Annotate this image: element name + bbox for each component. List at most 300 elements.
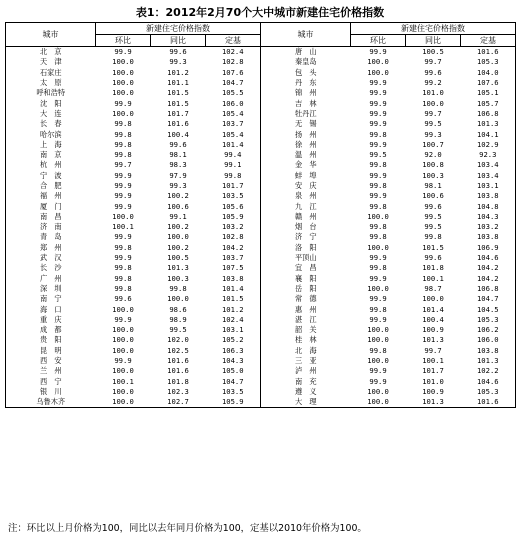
table-row: [6, 88, 516, 98]
table-row: [6, 232, 516, 242]
left-city-cell: 乌鲁木齐: [6, 397, 96, 408]
left-yoy-cell: 101.6: [167, 356, 189, 366]
left-mom-cell: 100.0: [112, 88, 134, 98]
left-city-cell: 贵 阳: [6, 335, 96, 345]
left-base-cell: 105.9: [221, 211, 244, 221]
right-mom-cell: 99.9: [369, 47, 387, 57]
table-row: [6, 47, 516, 58]
right-mom-cell: 99.8: [369, 304, 387, 314]
left-yoy-cell: 100.5: [167, 253, 189, 263]
left-base-cell: 103.2: [221, 222, 244, 232]
right-yoy-cell: 101.0: [422, 88, 444, 98]
left-mom-cell: 99.8: [114, 119, 132, 129]
right-city-cell: 惠 州: [261, 304, 351, 314]
right-base-cell: 103.8: [461, 191, 516, 201]
right-mom-cell: 100.0: [367, 356, 389, 366]
left-city-cell: 银 川: [6, 387, 96, 397]
right-city-cell: 安 庆: [261, 181, 351, 191]
right-mom-cell: 99.9: [369, 78, 387, 88]
right-mom-cell: 99.8: [369, 345, 387, 355]
left-base-cell: 99.8: [224, 170, 242, 180]
left-mom-cell: 99.8: [114, 129, 132, 139]
left-base-cell: 104.2: [221, 242, 244, 252]
left-mom-cell: 100.0: [112, 304, 134, 314]
left-city-cell: 广 州: [6, 274, 96, 284]
right-base-cell: 101.6: [461, 397, 516, 408]
right-base-cell: 104.3: [461, 212, 516, 222]
right-base-cell: 104.6: [461, 253, 516, 263]
right-mom-cell: 100.0: [367, 283, 389, 293]
left-yoy-cell: 100.0: [167, 294, 189, 304]
table-row: [6, 68, 516, 78]
left-city-cell: 海 口: [6, 304, 96, 314]
left-city-cell: 沈 阳: [6, 98, 96, 108]
footnote: 注：环比以上月价格为100，同比以去年同月价格为100，定基以2010年价格为100。: [8, 523, 367, 534]
left-mom-cell: 99.8: [114, 150, 132, 160]
left-base-cell: 105.6: [221, 201, 244, 211]
right-city-cell: 桂 林: [261, 335, 351, 345]
yoy-header-right: 同比: [406, 35, 461, 47]
left-base-cell: 105.4: [221, 129, 244, 139]
left-mom-cell: 100.1: [112, 376, 134, 386]
table-row: [6, 171, 516, 181]
table-row: [6, 304, 516, 314]
left-base-cell: 102.4: [221, 47, 244, 57]
left-base-cell: 104.3: [221, 356, 244, 366]
left-yoy-cell: 102.5: [167, 345, 189, 355]
right-yoy-cell: 99.5: [424, 222, 442, 232]
left-mom-cell: 99.9: [114, 191, 132, 201]
right-city-cell: 三 亚: [261, 356, 351, 366]
table-row: [6, 98, 516, 108]
left-mom-cell: 99.8: [114, 273, 132, 283]
right-yoy-cell: 100.0: [422, 294, 444, 304]
left-base-cell: 106.0: [221, 98, 244, 108]
right-mom-cell: 100.0: [367, 211, 389, 221]
right-yoy-cell: 100.4: [422, 314, 444, 324]
left-city-cell: 上 海: [6, 140, 96, 150]
left-mom-cell: 99.9: [114, 201, 132, 211]
left-city-cell: 哈尔滨: [6, 129, 96, 139]
right-mom-cell: 99.8: [369, 201, 387, 211]
right-yoy-cell: 98.7: [424, 283, 442, 293]
left-base-cell: 102.8: [221, 57, 244, 67]
right-city-cell: 温 州: [261, 150, 351, 160]
left-base-cell: 105.2: [221, 335, 244, 345]
right-base-cell: 107.6: [461, 78, 516, 88]
right-city-cell: 南 充: [261, 377, 351, 387]
left-base-cell: 104.7: [221, 376, 244, 386]
right-base-cell: 101.3: [461, 119, 516, 129]
left-mom-cell: 100.0: [112, 211, 134, 221]
table-row: [6, 253, 516, 263]
left-city-cell: 武 汉: [6, 253, 96, 263]
right-yoy-cell: 100.1: [422, 356, 444, 366]
left-mom-cell: 100.0: [112, 335, 134, 345]
left-base-cell: 101.4: [221, 283, 244, 293]
left-mom-cell: 99.9: [114, 47, 132, 57]
left-yoy-cell: 99.3: [169, 181, 187, 190]
left-base-cell: 104.7: [221, 78, 244, 88]
right-mom-cell: 100.0: [367, 67, 389, 77]
right-mom-cell: 99.9: [369, 191, 387, 201]
table-row: [6, 57, 516, 67]
right-yoy-cell: 99.2: [424, 78, 442, 88]
right-base-cell: 105.3: [461, 315, 516, 325]
right-mom-cell: 99.8: [369, 232, 387, 242]
left-city-cell: 西 安: [6, 356, 96, 366]
right-city-cell: 吉 林: [261, 98, 351, 108]
left-mom-cell: 99.8: [114, 242, 132, 252]
right-mom-cell: 99.5: [369, 150, 387, 160]
left-yoy-cell: 100.0: [167, 232, 189, 242]
left-yoy-cell: 101.7: [167, 108, 189, 118]
right-base-cell: 104.2: [461, 263, 516, 273]
left-base-cell: 103.8: [221, 273, 244, 283]
left-base-cell: 103.5: [221, 191, 244, 201]
left-base-cell: 101.7: [221, 181, 244, 190]
right-base-cell: 106.0: [461, 335, 516, 345]
table-row: [6, 377, 516, 387]
table-row: [6, 356, 516, 366]
left-base-cell: 101.5: [221, 294, 244, 304]
left-city-cell: 北 京: [6, 47, 96, 58]
left-yoy-cell: 98.3: [169, 160, 187, 170]
group-header-right: 新建住宅价格指数: [351, 23, 516, 35]
right-base-cell: 92.3: [461, 150, 516, 160]
right-city-cell: 北 海: [261, 346, 351, 356]
right-base-cell: 104.0: [461, 68, 516, 78]
table-title: 表1：2012年2月70个大中城市新建住宅价格指数: [135, 6, 385, 19]
right-city-cell: 韶 关: [261, 325, 351, 335]
table-row: [6, 294, 516, 304]
left-base-cell: 99.4: [224, 150, 242, 160]
right-mom-cell: 99.8: [369, 222, 387, 232]
left-city-cell: 太 原: [6, 78, 96, 88]
right-yoy-cell: 100.1: [422, 273, 444, 283]
right-base-cell: 105.7: [461, 98, 516, 108]
left-city-cell: 石家庄: [6, 68, 96, 78]
right-mom-cell: 100.0: [367, 242, 389, 252]
left-yoy-cell: 98.1: [169, 150, 187, 160]
table-row: [6, 150, 516, 160]
left-mom-cell: 100.1: [112, 222, 134, 232]
left-yoy-cell: 100.2: [167, 191, 189, 201]
left-city-cell: 南 京: [6, 150, 96, 160]
left-city-cell: 大 连: [6, 109, 96, 119]
left-base-cell: 102.8: [221, 232, 244, 242]
right-base-cell: 104.7: [461, 294, 516, 304]
group-header-left: 新建住宅价格指数: [96, 23, 261, 35]
right-base-cell: 106.2: [461, 325, 516, 335]
table-row: [6, 181, 516, 191]
table-row: [6, 263, 516, 273]
right-base-cell: 103.1: [461, 181, 516, 191]
right-mom-cell: 99.8: [369, 181, 387, 190]
right-yoy-cell: 101.3: [422, 335, 444, 345]
right-city-cell: 蚌 埠: [261, 171, 351, 181]
right-yoy-cell: 101.0: [422, 376, 444, 386]
left-base-cell: 103.7: [221, 253, 244, 263]
left-mom-cell: 99.9: [114, 356, 132, 366]
city-header-right: 城市: [261, 23, 351, 47]
left-base-cell: 99.1: [224, 160, 242, 170]
left-yoy-cell: 99.1: [169, 211, 187, 221]
right-yoy-cell: 100.7: [422, 139, 444, 149]
left-base-cell: 107.6: [221, 67, 244, 77]
left-city-cell: 长 春: [6, 119, 96, 129]
left-yoy-cell: 99.3: [169, 57, 187, 67]
left-city-cell: 长 沙: [6, 263, 96, 273]
left-mom-cell: 100.0: [112, 366, 134, 376]
right-city-cell: 大 理: [261, 397, 351, 408]
right-base-cell: 103.2: [461, 222, 516, 232]
table-row: [6, 335, 516, 345]
right-city-cell: 襄 阳: [261, 274, 351, 284]
right-base-cell: 106.8: [461, 284, 516, 294]
right-yoy-cell: 101.5: [422, 242, 444, 252]
right-city-cell: 岳 阳: [261, 284, 351, 294]
right-city-cell: 洛 阳: [261, 243, 351, 253]
right-mom-cell: 99.9: [369, 139, 387, 149]
right-city-cell: 赣 州: [261, 212, 351, 222]
left-city-cell: 天 津: [6, 57, 96, 67]
right-mom-cell: 99.9: [369, 98, 387, 108]
left-city-cell: 呼和浩特: [6, 88, 96, 98]
city-header-left: 城市: [6, 23, 96, 47]
left-city-cell: 厦 门: [6, 201, 96, 211]
left-city-cell: 南 宁: [6, 294, 96, 304]
table-row: [6, 119, 516, 129]
left-base-cell: 101.4: [221, 139, 244, 149]
right-yoy-cell: 99.7: [424, 108, 442, 118]
right-base-cell: 103.4: [461, 171, 516, 181]
left-yoy-cell: 101.1: [167, 78, 189, 88]
right-yoy-cell: 100.0: [422, 98, 444, 108]
right-yoy-cell: 101.3: [406, 397, 461, 408]
left-mom-cell: 100.0: [112, 78, 134, 88]
table-row: [6, 222, 516, 232]
left-mom-cell: 100.0: [96, 397, 151, 408]
left-city-cell: 深 圳: [6, 284, 96, 294]
table-row: [6, 109, 516, 119]
right-yoy-cell: 100.9: [422, 386, 444, 396]
left-city-cell: 杭 州: [6, 160, 96, 170]
table-row: [6, 78, 516, 88]
right-mom-cell: 99.9: [369, 170, 387, 180]
left-yoy-cell: 99.6: [169, 47, 187, 57]
left-mom-cell: 99.8: [114, 263, 132, 273]
right-yoy-cell: 99.3: [424, 129, 442, 139]
right-city-cell: 徐 州: [261, 140, 351, 150]
right-base-cell: 104.1: [461, 129, 516, 139]
yoy-header-left: 同比: [151, 35, 206, 47]
left-base-cell: 105.5: [221, 88, 244, 98]
right-city-cell: 宜 昌: [261, 263, 351, 273]
left-city-cell: 济 南: [6, 222, 96, 232]
right-base-cell: 103.8: [461, 232, 516, 242]
right-mom-cell: 100.0: [367, 335, 389, 345]
left-yoy-cell: 97.9: [169, 170, 187, 180]
right-base-cell: 103.4: [461, 160, 516, 170]
right-yoy-cell: 99.6: [424, 67, 442, 77]
right-city-cell: 牡丹江: [261, 109, 351, 119]
left-mom-cell: 99.9: [114, 181, 132, 190]
left-city-cell: 青 岛: [6, 232, 96, 242]
base-header-left: 定基: [206, 35, 261, 47]
right-base-cell: 104.5: [461, 304, 516, 314]
table-row: [6, 274, 516, 284]
right-mom-cell: 99.8: [369, 263, 387, 273]
left-yoy-cell: 100.4: [167, 129, 189, 139]
right-mom-cell: 100.0: [367, 57, 389, 67]
right-base-cell: 102.9: [461, 140, 516, 150]
right-city-cell: 泉 州: [261, 191, 351, 201]
left-mom-cell: 99.9: [114, 253, 132, 263]
left-yoy-cell: 100.3: [167, 273, 189, 283]
left-mom-cell: 99.8: [114, 139, 132, 149]
table-row: [6, 387, 516, 397]
table-row: [6, 201, 516, 211]
left-city-cell: 重 庆: [6, 315, 96, 325]
left-yoy-cell: 100.2: [167, 222, 189, 232]
left-base-cell: 101.2: [221, 304, 244, 314]
right-yoy-cell: 92.0: [424, 150, 442, 160]
right-yoy-cell: 99.5: [424, 211, 442, 221]
left-mom-cell: 100.0: [112, 67, 134, 77]
mom-header-right: 环比: [351, 35, 406, 47]
right-mom-cell: 99.9: [369, 376, 387, 386]
left-yoy-cell: 99.8: [169, 283, 187, 293]
right-mom-cell: 99.8: [369, 160, 387, 170]
left-base-cell: 106.3: [221, 345, 244, 355]
left-city-cell: 宁 波: [6, 171, 96, 181]
left-mom-cell: 99.6: [114, 294, 132, 304]
right-base-cell: 104.8: [461, 201, 516, 211]
left-mom-cell: 99.9: [114, 314, 132, 324]
right-city-cell: 烟 台: [261, 222, 351, 232]
left-mom-cell: 99.8: [114, 283, 132, 293]
right-yoy-cell: 100.6: [422, 191, 444, 201]
right-yoy-cell: 100.5: [422, 47, 444, 57]
right-yoy-cell: 99.7: [424, 345, 442, 355]
right-city-cell: 济 宁: [261, 232, 351, 242]
right-mom-cell: 99.9: [369, 253, 387, 263]
left-yoy-cell: 101.3: [167, 263, 189, 273]
right-base-cell: 104.2: [461, 274, 516, 284]
left-yoy-cell: 101.2: [167, 67, 189, 77]
table-row: [6, 397, 516, 408]
table-row: [6, 191, 516, 201]
left-yoy-cell: 99.5: [169, 325, 187, 335]
table-row: [6, 160, 516, 170]
left-yoy-cell: 102.7: [151, 397, 206, 408]
mom-header-left: 环比: [96, 35, 151, 47]
right-city-cell: 平顶山: [261, 253, 351, 263]
right-yoy-cell: 100.8: [422, 160, 444, 170]
left-yoy-cell: 101.6: [167, 119, 189, 129]
left-city-cell: 昆 明: [6, 346, 96, 356]
right-mom-cell: 99.9: [369, 294, 387, 304]
right-yoy-cell: 101.4: [422, 304, 444, 314]
right-yoy-cell: 99.7: [424, 57, 442, 67]
right-base-cell: 106.8: [461, 109, 516, 119]
left-base-cell: 103.5: [221, 386, 244, 396]
left-mom-cell: 100.0: [112, 108, 134, 118]
right-yoy-cell: 99.6: [424, 253, 442, 263]
right-base-cell: 105.3: [461, 387, 516, 397]
left-city-cell: 合 肥: [6, 181, 96, 191]
right-mom-cell: 99.9: [369, 88, 387, 98]
right-mom-cell: 100.0: [351, 397, 406, 408]
right-base-cell: 101.3: [461, 356, 516, 366]
left-yoy-cell: 102.0: [167, 335, 189, 345]
right-mom-cell: 99.9: [369, 119, 387, 129]
right-mom-cell: 100.0: [367, 325, 389, 335]
right-city-cell: 遵 义: [261, 387, 351, 397]
left-base-cell: 102.4: [221, 314, 244, 324]
left-mom-cell: 100.0: [112, 345, 134, 355]
right-base-cell: 104.6: [461, 377, 516, 387]
left-base-cell: 105.0: [221, 366, 244, 376]
right-city-cell: 秦皇岛: [261, 57, 351, 67]
right-base-cell: 103.8: [461, 346, 516, 356]
table-row: [6, 129, 516, 139]
right-base-cell: 101.6: [461, 47, 516, 58]
left-yoy-cell: 102.3: [167, 386, 189, 396]
right-city-cell: 无 锡: [261, 119, 351, 129]
right-base-cell: 105.1: [461, 88, 516, 98]
left-mom-cell: 100.0: [112, 325, 134, 335]
left-yoy-cell: 99.6: [169, 139, 187, 149]
left-city-cell: 福 州: [6, 191, 96, 201]
right-yoy-cell: 99.5: [424, 119, 442, 129]
right-city-cell: 泸 州: [261, 366, 351, 376]
right-city-cell: 唐 山: [261, 47, 351, 58]
left-mom-cell: 100.0: [112, 386, 134, 396]
right-mom-cell: 99.9: [369, 366, 387, 376]
left-base-cell: 103.1: [221, 325, 244, 335]
left-base-cell: 105.9: [206, 397, 261, 408]
right-city-cell: 扬 州: [261, 129, 351, 139]
table-row: [6, 325, 516, 335]
table-row: [6, 315, 516, 325]
left-yoy-cell: 100.6: [167, 201, 189, 211]
right-mom-cell: 99.8: [369, 129, 387, 139]
left-yoy-cell: 98.9: [169, 314, 187, 324]
left-city-cell: 西 宁: [6, 377, 96, 387]
right-base-cell: 102.2: [461, 366, 516, 376]
left-mom-cell: 99.9: [114, 98, 132, 108]
left-city-cell: 兰 州: [6, 366, 96, 376]
right-city-cell: 丹 东: [261, 78, 351, 88]
table-row: [6, 243, 516, 253]
right-yoy-cell: 101.7: [422, 366, 444, 376]
table-row: [6, 212, 516, 222]
table-row: [6, 140, 516, 150]
left-city-cell: 成 都: [6, 325, 96, 335]
right-city-cell: 锦 州: [261, 88, 351, 98]
right-city-cell: 常 德: [261, 294, 351, 304]
left-yoy-cell: 101.5: [167, 88, 189, 98]
left-mom-cell: 99.9: [114, 170, 132, 180]
right-city-cell: 金 华: [261, 160, 351, 170]
right-yoy-cell: 99.8: [424, 232, 442, 242]
left-mom-cell: 99.7: [114, 160, 132, 170]
right-yoy-cell: 98.1: [424, 181, 442, 190]
left-base-cell: 105.4: [221, 108, 244, 118]
table-body: [6, 47, 516, 408]
